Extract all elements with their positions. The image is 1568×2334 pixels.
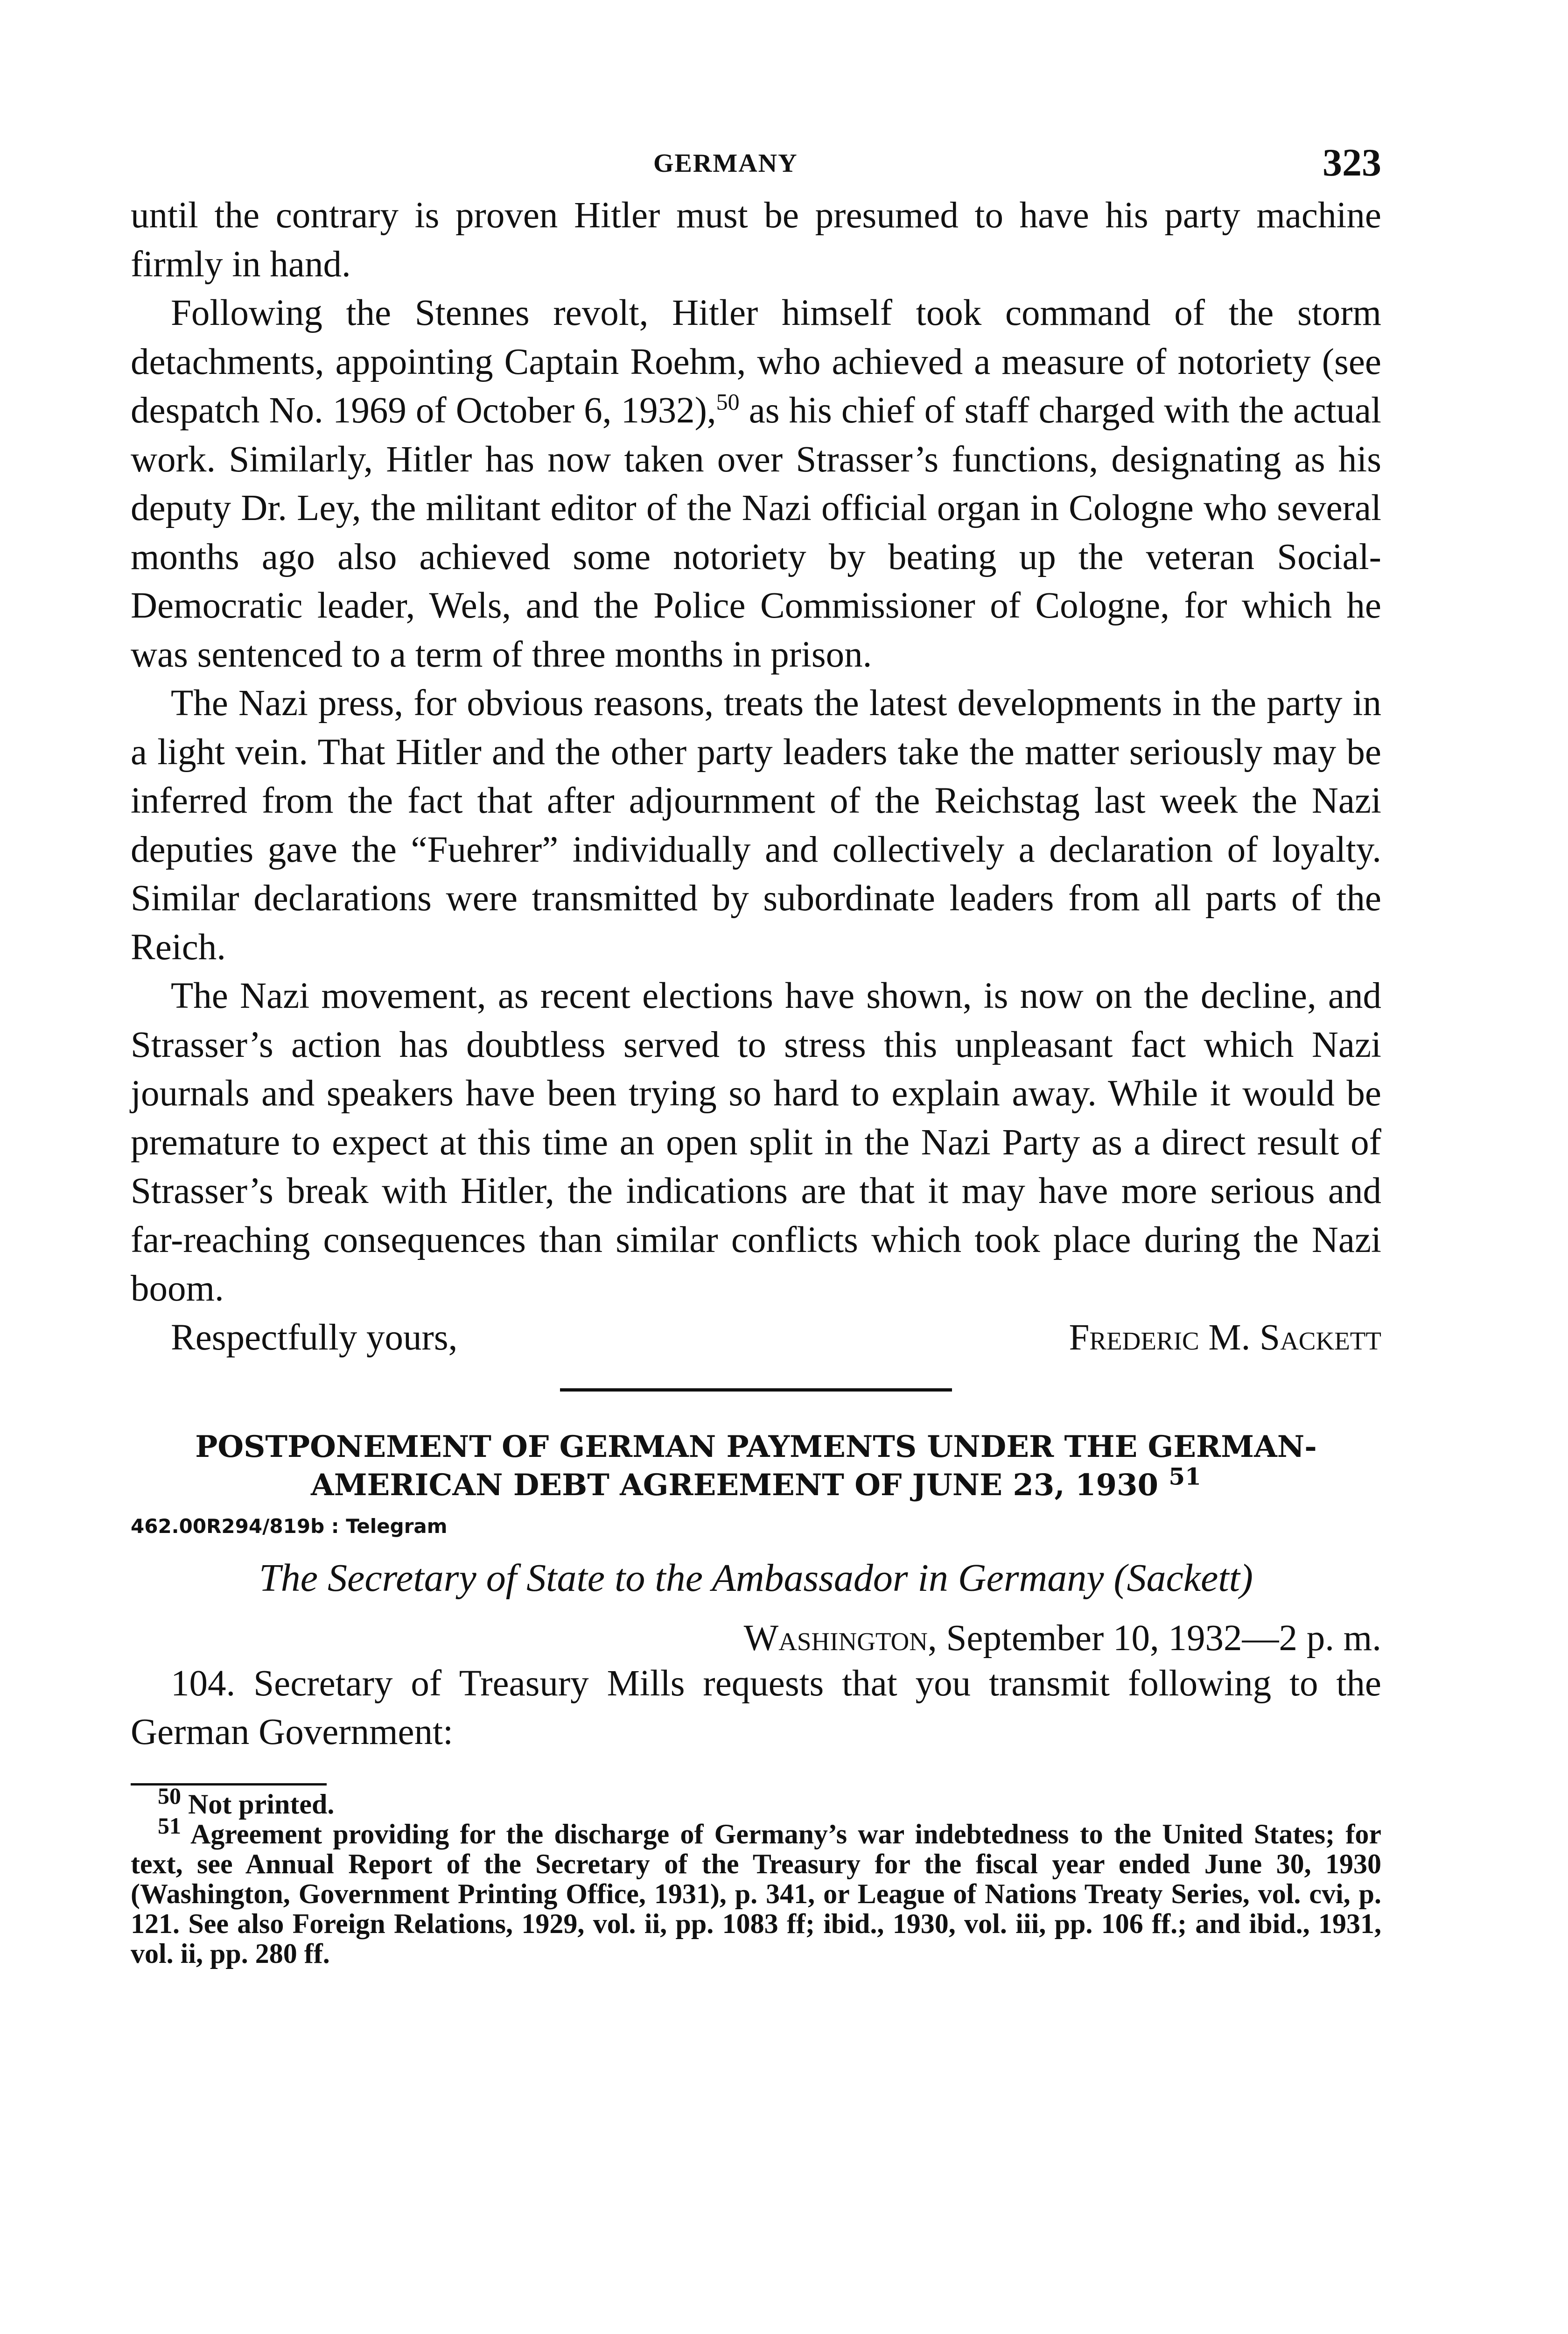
footnote-50-text: Not printed. (181, 1788, 335, 1820)
running-title: GERMANY (653, 149, 798, 178)
file-reference: 462.00R294/819b : Telegram (131, 1514, 448, 1538)
addressee-line: The Secretary of State to the Ambassador in Germany (Sackett) (259, 1556, 1253, 1600)
message-body (131, 1659, 1381, 1757)
footnote-51-text: Agreement providing for the discharge of Germany’s war indebtedness to the United States; for text, see Annual Report of the Secretary of the Treasury for the fiscal year ended June 30, 1930 (Washington, Government Printing Office, 1931), p. 341, or League of Nations Treaty Series, vol. cvi, p. 121. See also Foreign Relations, 1929, vol. ii, pp. 1083 ff; ibid., 1930, vol. iii, pp. 106 ff.; and ibid., 1931, vol. ii, pp. 280 ff. (131, 1818, 1381, 1969)
footnotes (131, 1782, 1381, 1969)
salutation: Respectfully yours, (171, 1317, 458, 1358)
dateline-place: Washington, (743, 1617, 937, 1659)
page-number: 323 (1323, 141, 1381, 184)
document-page (131, 140, 1381, 1968)
paragraph-2-part-2: as his chief of staff charged with the actual work. Similarly, Hitler has now taken over Strasser’s functions, designating as his deputy Dr. Ley, the militant editor of the Nazi official organ in Cologne who several months ago also achieved some notoriety by beating up the veteran Social-Democratic leader, Wels, and the Police Commissioner of Cologne, for which he was sentenced to a term of three months in prison. (131, 390, 1381, 675)
footnote-51 (131, 1812, 1381, 1969)
section-heading-line-2 (131, 1462, 1381, 1504)
running-head (131, 140, 1381, 191)
dateline-date: September 10, 1932—2 p. m. (937, 1617, 1381, 1659)
paragraph-4: The Nazi movement, as recent elections have shown, is now on the decline, and Strasser’s action has doubtless served to stress this unpleasant fact which Nazi journals and speakers have been trying so hard to explain away. While it would be premature to expect at this time an open split in the Nazi Party as a direct result of Strasser’s break with Hitler, the indications are that it may have more serious and far-reaching consequences than similar conflicts which took place during the Nazi boom. (131, 976, 1381, 1309)
closing (131, 1314, 1381, 1362)
section-heading (131, 1428, 1381, 1504)
footnote-ref-51[interactable]: 51 (1169, 1462, 1201, 1490)
paragraph-3: The Nazi press, for obvious reasons, treats the latest developments in the party in a light vein. That Hitler and the other party leaders take the matter seriously may be inferred from the fact that after adjournment of the Reichstag last week the Nazi deputies gave the “Fuehrer” individually and collectively a declaration of loyalty. Similar declarations were transmitted by subordinate leaders from all parts of the Reich. (131, 683, 1381, 968)
section-heading-line-1: POSTPONEMENT OF GERMAN PAYMENTS UNDER THE GERMAN- (195, 1429, 1317, 1464)
paragraph-2 (131, 289, 1381, 679)
footnote-51-mark: 51 (158, 1812, 181, 1839)
section-divider (560, 1388, 952, 1392)
footnote-ref-50[interactable]: 50 (716, 388, 740, 415)
footnote-50-mark: 50 (158, 1782, 181, 1809)
letter-body (131, 191, 1381, 1314)
footnote-50 (131, 1782, 1381, 1820)
paragraph-2-part-1: Following the Stennes revolt, Hitler himself took command of the storm detachments, appointing Captain Roehm, who achieved a measure of notoriety (see despatch No. 1969 of October 6, 1932), (131, 293, 1381, 431)
section-heading-line-2-text: AMERICAN DEBT AGREEMENT OF JUNE 23, 1930 (311, 1467, 1159, 1503)
message-paragraph: 104. Secretary of Treasury Mills requests that you transmit following to the German Government: (131, 1663, 1381, 1752)
paragraph-1: until the contrary is proven Hitler must be presumed to have his party machine firmly in hand. (131, 195, 1381, 285)
dateline (131, 1617, 1381, 1659)
signature: Frederic M. Sackett (1069, 1317, 1381, 1358)
